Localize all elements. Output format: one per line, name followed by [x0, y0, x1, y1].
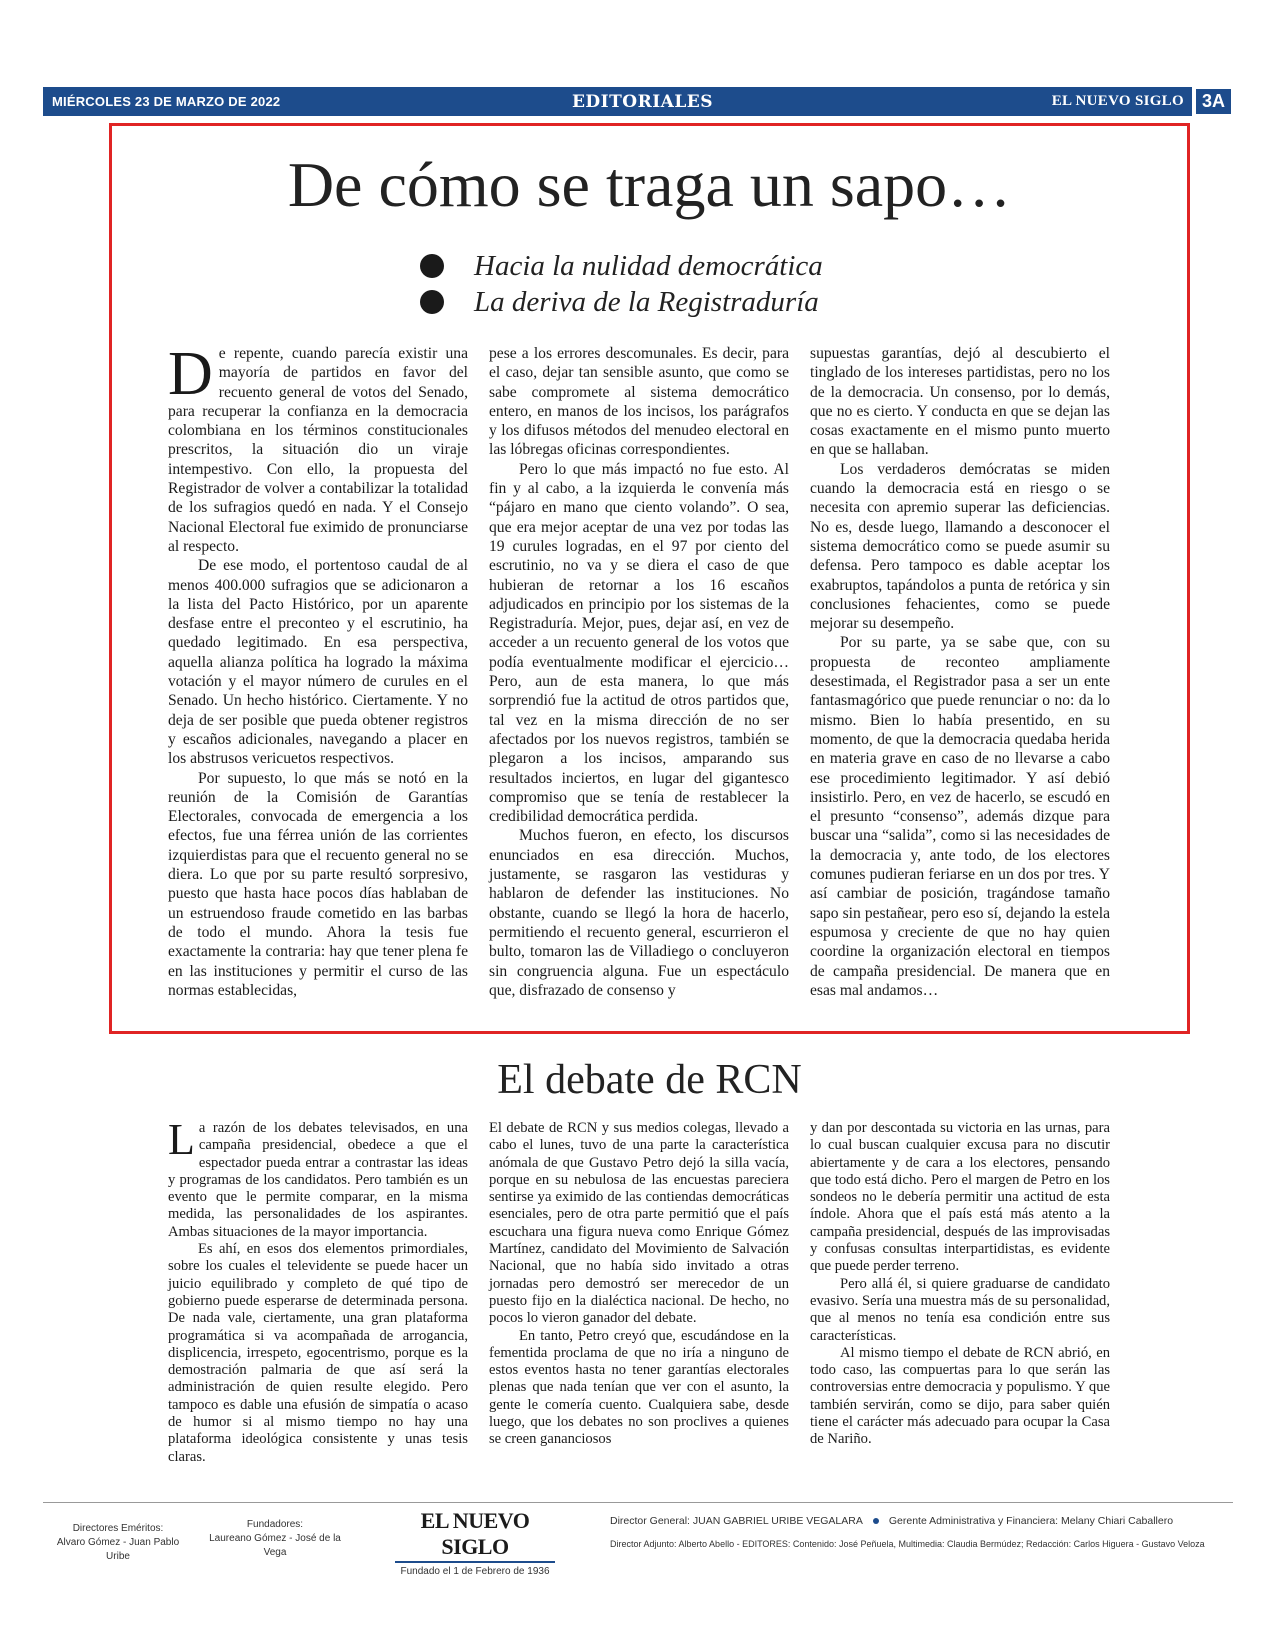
- column-1: [168, 340, 468, 1000]
- paragraph: Los verdaderos demócratas se miden cuando la democracia está en riesgo o se necesita con apremio superar las deficiencias. No es, desde luego, llamando a desconocer el sistema democrático como se puede asumir su defensa. Pero tampoco es dable aceptar los exabruptos, tapándolos a punta de retórica y sin conclusiones fehacientes, como se puede mejorar su desempeño.: [810, 460, 1110, 633]
- page-number-box: [1192, 87, 1233, 116]
- founders-label: Fundadores:: [246, 1519, 304, 1530]
- manager: Gerente Administrativa y Financiera: Melany Chiari Caballero: [888, 1515, 1174, 1527]
- directors-label: Directores Eméritos:: [72, 1523, 164, 1534]
- header-right: [853, 87, 1233, 116]
- paragraph: pese a los errores descomunales. Es decir, para el caso, dejar tan sensible asunto, que como se sabe compromete al sistema democrático entero, en manos de los incisos, los parágrafos y los difusos métodos del menudeo electoral en las lóbregas oficinas correspondientes.: [489, 345, 789, 459]
- paragraph: Muchos fueron, en efecto, los discursos enunciados en esa dirección. Muchos, justamente, se rasgaron las vestiduras y hablaron de defender las instituciones. No obstante, cuando se llegó la hora de hacerlo, permitiendo el recuento general, escurrieron el bulto, tomaron las de Villadiego o concluyeron sin congruencia alguna. Fue un espectáculo que, disfrazado de consenso y: [489, 827, 789, 999]
- paragraph: La razón de los debates televisados, en una campaña presidencial, obedece a que el espectador pueda entrar a contrastar las ideas y programas de los candidatos. Pero también es un evento que le permite comparar, en la misma medida, las personalidades de los aspirantes. Ambas situaciones de la mayor importancia.: [168, 1115, 468, 1240]
- paragraph: En tanto, Petro creyó que, escudándose en la fementida proclama de que no iría a ninguno de estos eventos hasta no tener garantías electorales plenas que nada tenían que ver con el asunto, la gente le comería cuento. Cualquiera sabe, desde luego, que los debates no son proclives a quienes se creen gananciosos: [489, 1327, 789, 1448]
- drop-cap: L: [168, 1115, 195, 1164]
- paragraph: Por su parte, ya se sabe que, con su propuesta de reconteo ampliamente desestimada, el Registrador pasa a ser un ente fantasmagórico que puede renunciar o no: da lo mismo. Bien lo había presentido, en su momento, de que la democracia quedaba herida en materia grave en caso de no llevarse a cabo ese procedimiento legitimador. Y así debió insistirlo. Pero, en vez de hacerlo, se escudó en el presunto “consenso”, además dizque para buscar una “salida”, como si las necesidades de la democracia y, ante todo, de los electores comunes pudieran feriarse en un dos por tres. Y así cambiar de posición, tragándose tamaño sapo sin pestañear, pero eso sí, dejando la estela espumosa y creciente de que no hay quien coordine la organización electoral en tiempos de campaña presidencial. De manera que en esas mal andamos…: [810, 634, 1110, 999]
- founded-date: Fundado el 1 de Febrero de 1936: [400, 1566, 550, 1577]
- masthead-logo: EL NUEVO SIGLO: [395, 1508, 555, 1563]
- paragraph: Es ahí, en esos dos elementos primordiales, sobre los cuales el televidente se puede hacer un juicio equilibrado y completo de qué tipo de gobierno puede esperarse de determinada persona. De nada vale, ciertamente, una gran plataforma programática si va acompañada de arrogancia, displicencia, irrespeto, egocentrismo, porque es la demostración palmaria de que así será la administración de quien resulte elegido. Pero tampoco es dable una efusión de simpatía o acaso de humor si al mismo tiempo no hay una plataforma ideológica consistente y unas tesis claras.: [168, 1241, 468, 1465]
- editorial-title: De cómo se traga un sapo…: [287, 149, 1012, 220]
- second-editorial-title: El debate de RCN: [497, 1057, 802, 1103]
- paragraph: El debate de RCN y sus medios colegas, llevado a cabo el lunes, tuvo de una parte la característica anómala de que Gustavo Petro dejó la silla vacía, porque en su nebulosa de las encuestas pareciera sentirse ya eximido de las contiendas democráticas esenciales, pero de otra parte permitió que el país escuchara una figura nueva como Enrique Gómez Martínez, candidato del Movimiento de Salvación Nacional, que no había sido invitado a otras jornadas pero demostró ser merecedor de un puesto fijo en la dialéctica nacional. De hecho, no pocos lo vieron ganador del debate.: [489, 1120, 789, 1327]
- paragraph: Por supuesto, lo que más se notó en la reunión de la Comisión de Garantías Electorales, convocada de emergencia a los efectos, fue una férrea unión de las corrientes izquierdistas para que el recuento general no se diera. Lo que por su parte resultó sorpresivo, puesto que hasta hace pocos días hablaban de un estruendoso fraude cometido en las barbas de todo el mundo. Ahora la tesis fue exactamente la contraria: hay que tener plena fe en las instituciones y permitir el curso de las normas establecidas,: [168, 769, 468, 999]
- subtitle-text: Hacia la nulidad democrática: [474, 249, 823, 282]
- editorial-subtitles: [420, 248, 823, 320]
- column-3: [810, 1120, 1110, 1466]
- column-2: [489, 344, 789, 1000]
- subtitle-text: La deriva de la Registraduría: [474, 285, 819, 318]
- paragraph: Pero lo que más impactó no fue esto. Al fin y al cabo, a la izquierda le convenía más “pájaro en mano que ciento volando”. O sea, que era mejor aceptar de una vez por todas las 19 curules logradas, en el 97 por ciento del escrutinio, no va y se diera el caso de que hubieran de retornar a los 16 escaños adjudicados en principio por los sistemas de la Registraduría. Mejor, pues, dejar así, en vez de acceder a un recuento general de los votos que podía eventualmente modificar el ejercicio… Pero, aun de esta manera, lo que más sorprendió fue la actitud de otros partidos que, tal vez en la misma dirección de no ser afectados por los nuevos registros, también se plegaron a los incisos, amparando sus resultados inciertos, en lugar del gigantesco compromiso que se tenía de restablecer la credibilidad democrática perdida.: [489, 460, 789, 826]
- paper-name: EL NUEVO SIGLO: [1051, 93, 1184, 109]
- column-1: [168, 1115, 468, 1466]
- founders-names: Laureano Gómez - José de la Vega: [209, 1533, 341, 1558]
- column-3: [810, 344, 1110, 1000]
- drop-cap: D: [168, 340, 213, 408]
- paragraph: De ese modo, el portentoso caudal de al menos 400.000 sufragios que se adicionaron a la lista del Pacto Histórico, por un aparente desfase entre el preconteo y el escrutinio, ha quedado legitimado. En esa perspectiva, aquella alianza política ha logrado la máxima votación y el mayor número de curules en el Senado. Un hecho histórico. Ciertamente. Y no deja de ser posible que pueda obtener registros y escaños adicionales, navegando a placer en los abstrusos vericuetos respectivos.: [168, 557, 468, 768]
- footer-directors: [48, 1522, 188, 1564]
- bullet-dot-icon: [420, 290, 444, 314]
- paragraph: Al mismo tiempo el debate de RCN abrió, en todo caso, las compuertas para lo que serán las controversias entre democracia y populismo. Y que también servirán, como se dijo, para saber quién tiene el carácter más adecuado para ocupar la Casa de Nariño.: [810, 1344, 1110, 1448]
- section-title: EDITORIALES: [571, 91, 714, 112]
- directors-names: Alvaro Gómez - Juan Pablo Uribe: [56, 1537, 180, 1562]
- issue-date: MIÉRCOLES 23 DE MARZO DE 2022: [52, 94, 281, 109]
- page-number: 3A: [1196, 89, 1231, 114]
- header-bar: [43, 87, 1233, 116]
- director-general: Director General: JUAN GABRIEL URIBE VEGALARA: [610, 1515, 863, 1527]
- bullet-dot-icon: [420, 254, 444, 278]
- footer-logo: [395, 1508, 555, 1577]
- second-editorial-body: [168, 1115, 1110, 1466]
- editorial-body: [168, 340, 1110, 1000]
- subtitle-item: [420, 248, 823, 284]
- staff-line-2: Director Adjunto: Alberto Abello - EDITORES: Contenido: José Peñuela, Multimedia: Claudia Bermúdez; Redacción: Carlos Higuera - Gustavo Veloza: [610, 1539, 1205, 1549]
- subtitle-item: [420, 284, 823, 320]
- footer-divider: [43, 1502, 1233, 1503]
- paragraph: De repente, cuando parecía existir una mayoría de partidos en favor del recuento general de votos del Senado, para recuperar la confianza en la democracia colombiana en los términos constitucionales prescritos, la situación dio un viraje intempestivo. Con ello, la propuesta del Registrador de volver a contabilizar la totalidad de los sufragios quedó en nada. Y el Consejo Nacional Electoral fue eximido de pronunciarse al respecto.: [168, 340, 468, 555]
- staff-line-1: [610, 1514, 1235, 1528]
- footer-staff: [610, 1514, 1235, 1551]
- column-2: [489, 1120, 789, 1466]
- separator-dot-icon: [873, 1518, 879, 1524]
- paragraph: y dan por descontada su victoria en las urnas, para lo cual buscan cualquier excusa para no discutir abiertamente y de cara a los electores, pensando que todo está dicho. Pero el margen de Petro en los sondeos no le debería permitir una actitud de esta índole. Ahora que el país está más atento a la campaña presidencial, después de las improvisadas y confusas consultas interpartidistas, es evidente que puede perder terreno.: [810, 1120, 1110, 1275]
- paragraph: supuestas garantías, dejó al descubierto el tinglado de los intereses partidistas, pero no los de la democracia. Un consenso, por lo demás, que no es cierto. Y conducta en que se dejan las cosas exactamente en el mismo punto muerto en que se hallaban.: [810, 345, 1110, 459]
- footer-founders: [200, 1518, 350, 1560]
- paragraph: Pero allá él, si quiere graduarse de candidato evasivo. Sería una muestra más de su personalidad, que al menos no tenía esa condición entre sus características.: [810, 1275, 1110, 1344]
